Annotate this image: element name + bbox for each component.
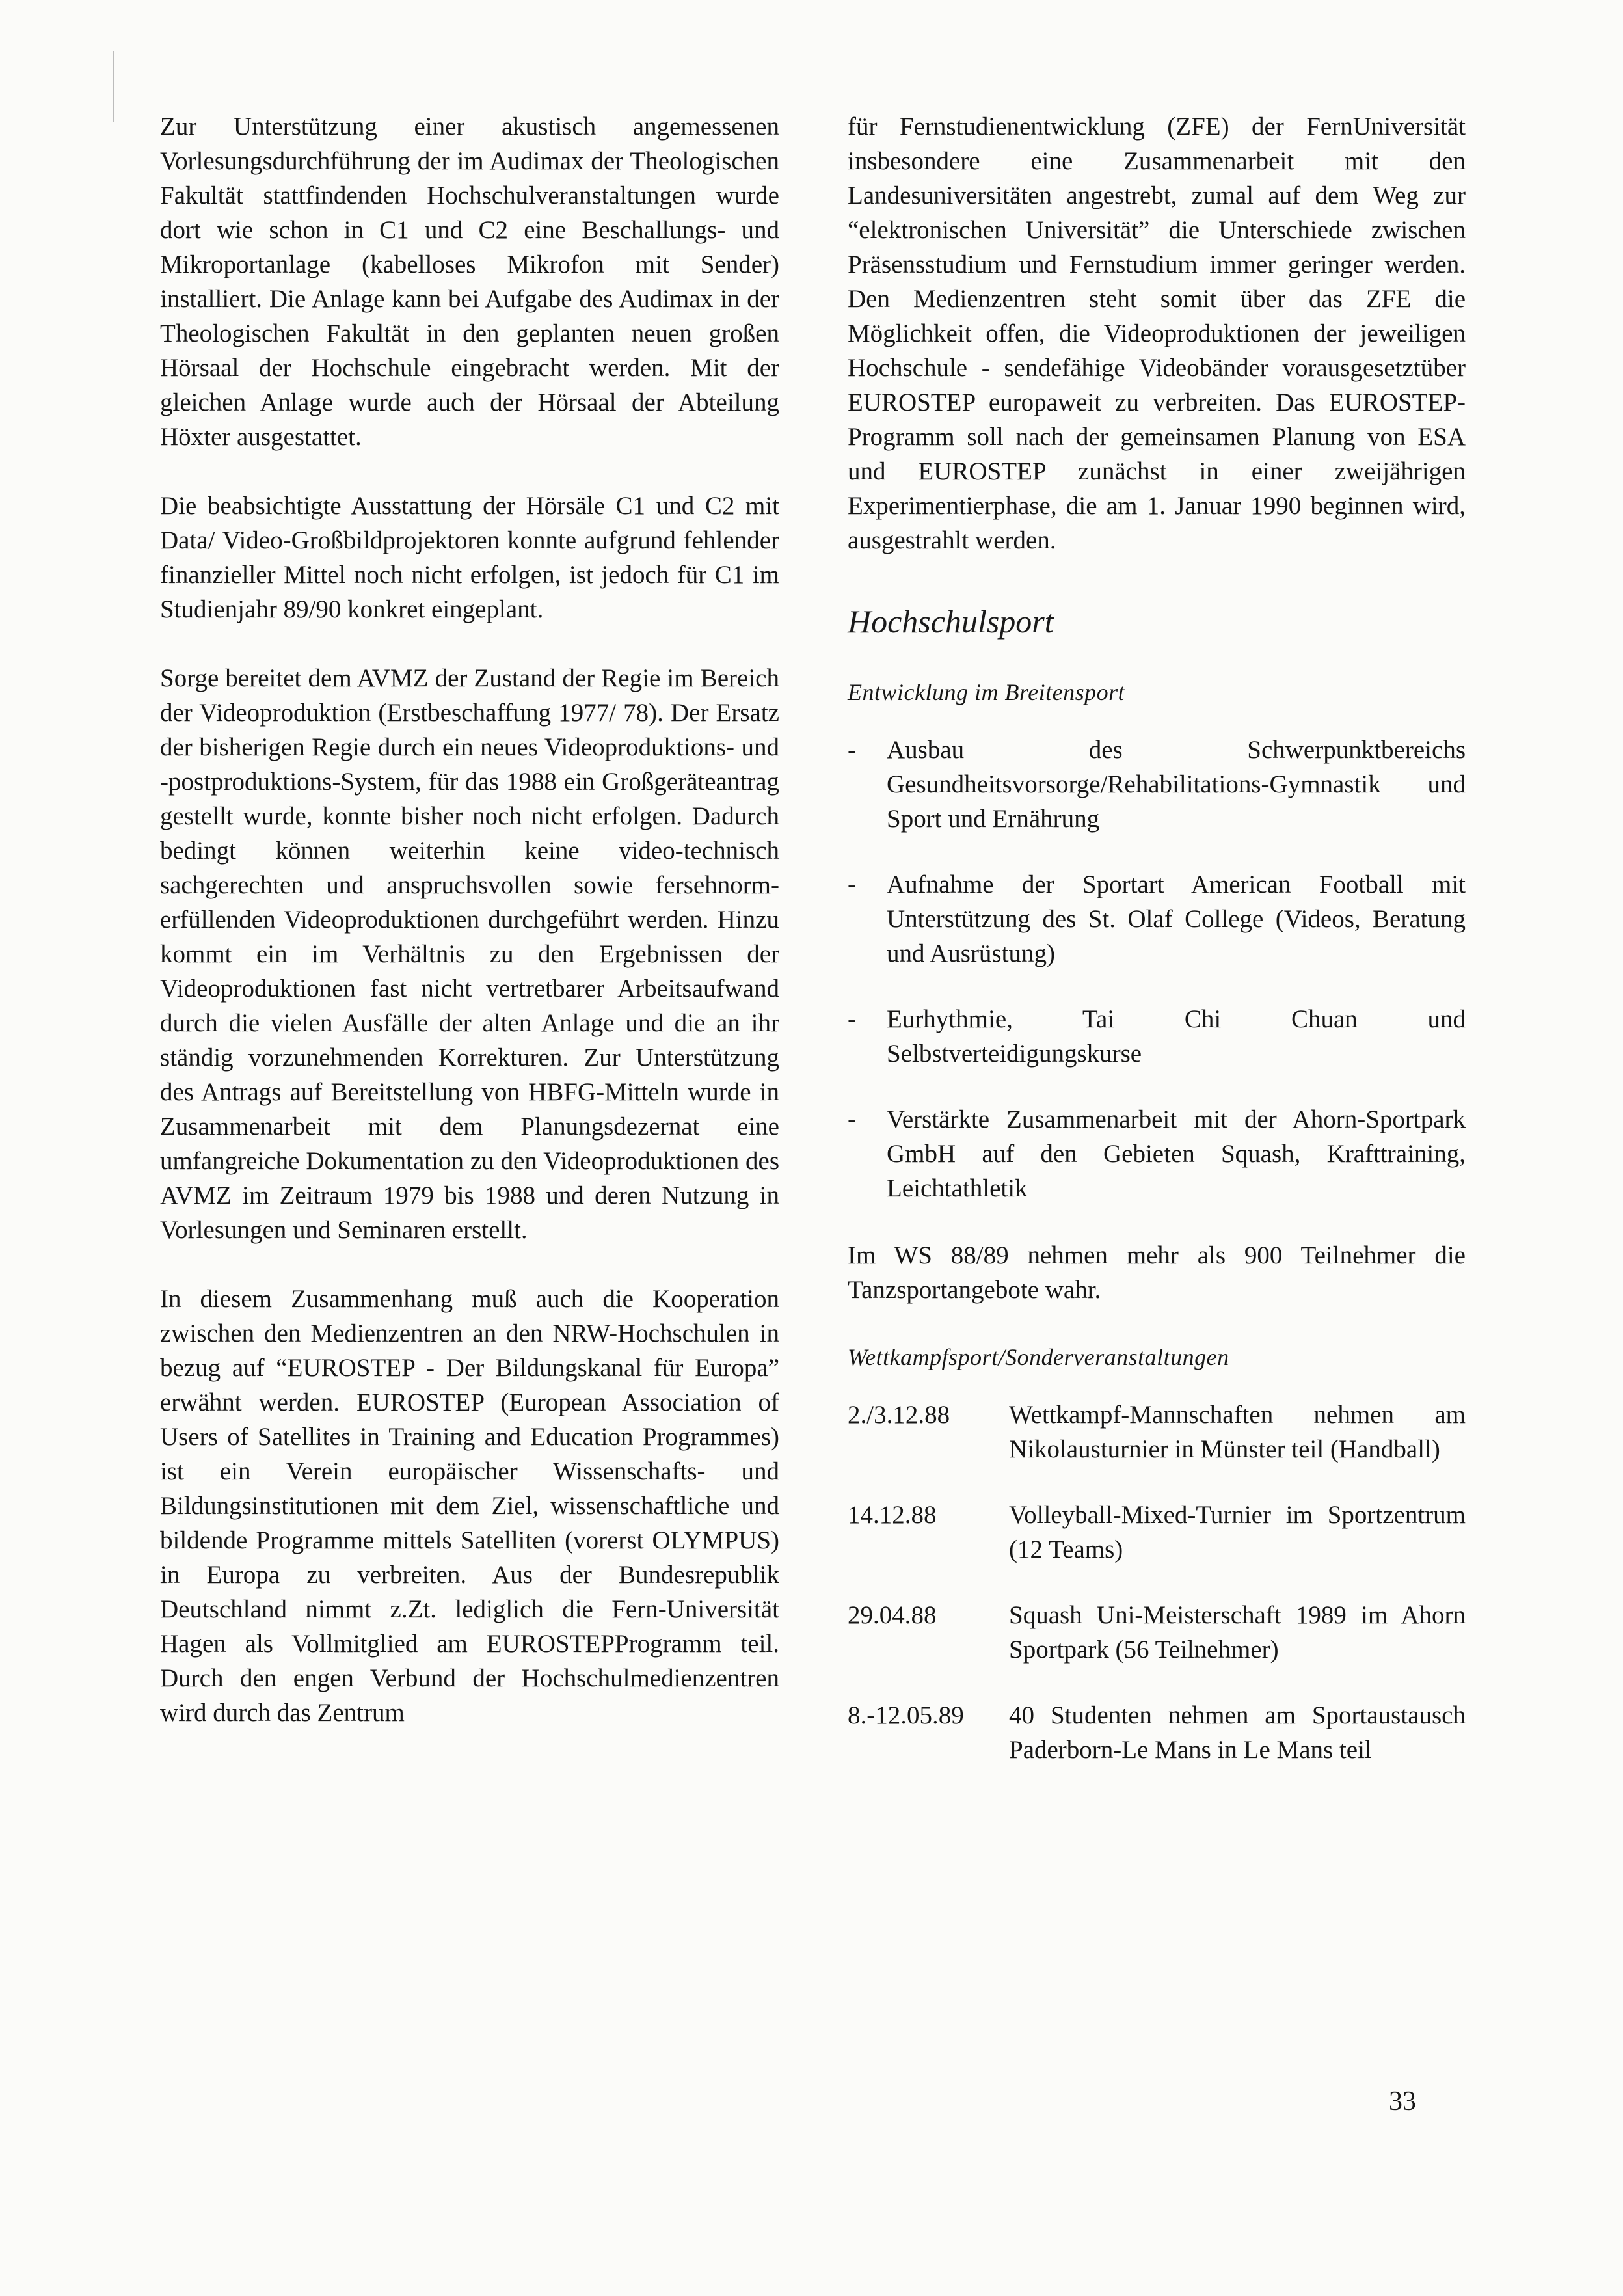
event-row	[848, 1398, 1466, 1466]
event-date: 2./3.12.88	[848, 1401, 950, 1429]
event-description: Volleyball-Mixed-Turnier im Sportzentrum (12 Teams)	[1009, 1501, 1466, 1563]
paragraph-audimax: Zur Unterstützung einer akustisch angemessenen Vorlesungsdurchführung der im Audimax der Theologischen Fakultät stattfindenden Hochschulveranstaltungen wurde dort wie schon in C1 und C2 eine Beschallungs- und Mikroportanlage (kabelloses Mikrofon mit Sender) installiert. Die Anlage kann bei Aufgabe des Audimax in der Theologischen Fakultät in den geplanten neuen großen Hörsaal der Hochschule eingebracht werden. Mit der gleichen Anlage wurde auch der Hörsaal der Abteilung Höxter ausgestattet.	[160, 113, 779, 451]
event-description: Squash Uni-Meisterschaft 1989 im Ahorn Sportpark (56 Teilnehmer)	[1009, 1601, 1466, 1664]
event-description: 40 Studenten nehmen am Sportaustausch Paderborn-Le Mans in Le Mans teil	[1009, 1701, 1466, 1764]
paragraph-eurostep: In diesem Zusammenhang muß auch die Kooperation zwischen den Medienzentren an den NRW-Hochschulen in bezug auf “EUROSTEP - Der Bildungskanal für Europa” erwähnt werden. EUROSTEP (European Association of Users of Satellites in Training and Education Programmes) ist ein Verein europäischer Wissenschafts- und Bildungsinstitutionen mit dem Ziel, wissenschaftliche und bildende Programme mittels Satelliten (vorerst OLYMPUS) in Europa zu verbreiten. Aus der Bundesrepublik Deutschland nimmt z.Zt. lediglich die Fern-Universität Hagen als Vollmitglied am EUROSTEPProgramm teil. Durch den engen Verbund der Hochschulmedienzentren wird durch das Zentrum	[160, 1285, 779, 1727]
breitensport-list	[848, 733, 1466, 1206]
subsection-title-breitensport: Entwicklung im Breitensport	[848, 679, 1125, 705]
ws-note: Im WS 88/89 nehmen mehr als 900 Teilnehmer die Tanzsportangebote wahr.	[848, 1241, 1466, 1304]
section-title: Hochschulsport	[848, 603, 1054, 640]
event-row	[848, 1698, 1466, 1767]
paragraph-regie: Sorge bereitet dem AVMZ der Zustand der Regie im Bereich der Videoproduktion (Erstbeschaffung 1977/ 78). Der Ersatz der bisherigen Regie durch ein neues Videoproduktions- und -postproduktions-System, für das 1988 ein Großgeräteantrag gestellt wurde, konnte bisher noch nicht erfolgen. Dadurch bedingt können weiterhin keine video-technisch sachgerechten und anspruchsvollen sowie fersehnorm-erfüllenden Videoproduktionen durchgeführt werden. Hinzu kommt ein im Verhältnis zu den Ergebnissen der Videoproduktionen fast nicht vertretbarer Arbeitsaufwand durch die vielen Ausfälle der alten Anlage und die an ihr ständig vorzunehmenden Korrekturen. Zur Unterstützung des Antrags auf Bereitstellung von HBFG-Mitteln wurde in Zusammenarbeit mit dem Planungsdezernat eine umfangreiche Dokumentation zu den Videoproduktionen des AVMZ im Zeitraum 1979 bis 1988 und deren Nutzung in Vorlesungen und Seminaren erstellt.	[160, 664, 779, 1244]
right-column	[848, 109, 1466, 1798]
left-column	[160, 109, 779, 1764]
event-date: 29.04.88	[848, 1601, 937, 1629]
list-item: - Aufnahme der Sportart American Football mit Unterstützung des St. Olaf College (Videos, Beratung und Ausrüstung)	[848, 867, 1466, 971]
event-row	[848, 1598, 1466, 1667]
page-number: 33	[1389, 2087, 1416, 2116]
event-row	[848, 1498, 1466, 1567]
event-date: 8.-12.05.89	[848, 1701, 964, 1729]
event-list	[848, 1398, 1466, 1767]
subsection-title-wettkampfsport: Wettkampfsport/Sonderveranstaltungen	[848, 1344, 1229, 1370]
margin-rule	[113, 51, 114, 122]
event-description: Wettkampf-Mannschaften nehmen am Nikolausturnier in Münster teil (Handball)	[1009, 1401, 1466, 1463]
event-date: 14.12.88	[848, 1501, 937, 1529]
paragraph-projektoren: Die beabsichtigte Ausstattung der Hörsäle C1 und C2 mit Data/ Video-Großbildprojektoren konnte aufgrund fehlender finanzieller Mittel noch nicht erfolgen, ist jedoch für C1 im Studienjahr 89/90 konkret eingeplant.	[160, 492, 779, 623]
list-item: - Ausbau des Schwerpunktbereichs Gesundheitsvorsorge/Rehabilitations-Gymnastik und Sport und Ernährung	[848, 733, 1466, 836]
paragraph-zfe: für Fernstudienentwicklung (ZFE) der FernUniversität insbesondere eine Zusammenarbeit mit den Landesuniversitäten angestrebt, zumal auf dem Weg zur “elektronischen Universität” die Unterschiede zwischen Präsensstudium und Fernstudium immer geringer werden. Den Medienzentren steht somit über das ZFE die Möglichkeit offen, die Videoproduktionen der jeweiligen Hochschule - sendefähige Videobänder vorausgesetztüber EUROSTEP europaweit zu verbreiten. Das EUROSTEP-Programm soll nach der gemeinsamen Planung von ESA und EUROSTEP zunächst in einer zweijährigen Experimentierphase, die am 1. Januar 1990 beginnen wird, ausgestrahlt werden.	[848, 113, 1466, 554]
list-item: - Eurhythmie, Tai Chi Chuan und Selbstverteidigungskurse	[848, 1002, 1466, 1071]
list-item: - Verstärkte Zusammenarbeit mit der Ahorn-Sportpark GmbH auf den Gebieten Squash, Krafttraining, Leichtathletik	[848, 1102, 1466, 1206]
